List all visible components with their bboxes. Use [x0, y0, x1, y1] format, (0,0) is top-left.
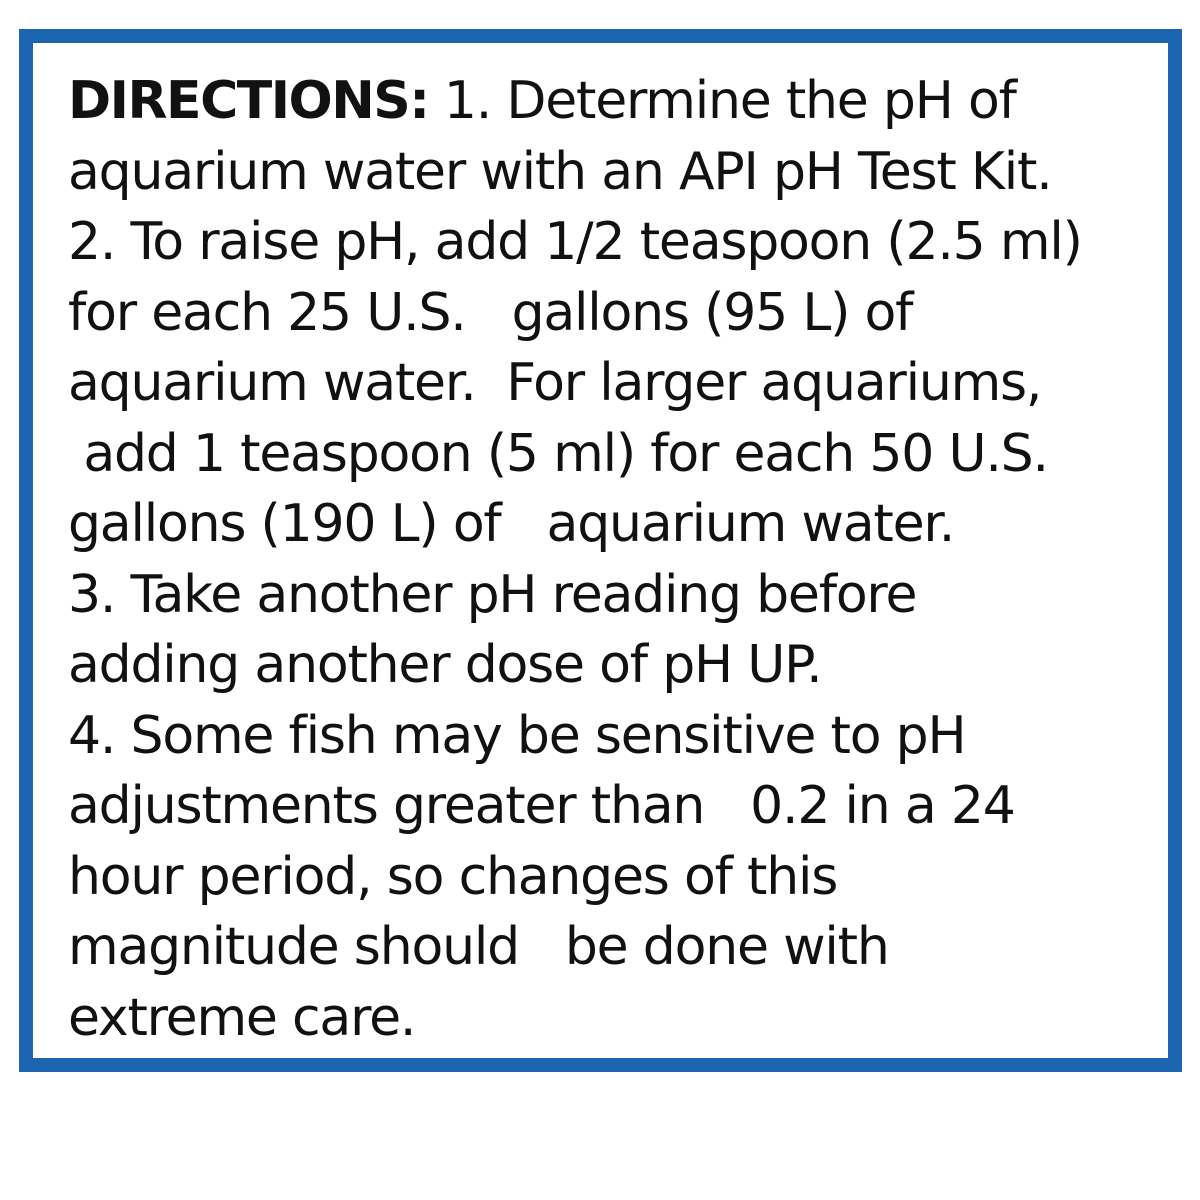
directions-line-4: for each 25 U.S. gallons (95 L) of	[68, 282, 913, 343]
directions-line-6: add 1 teaspoon (5 ml) for each 50 U.S.	[68, 423, 1048, 484]
directions-line-8: 3. Take another pH reading before	[68, 564, 917, 625]
directions-line-10: 4. Some fish may be sensitive to pH	[68, 705, 966, 766]
directions-line-1	[68, 66, 1168, 137]
directions-line-7: gallons (190 L) of aquarium water.	[68, 494, 955, 554]
directions-line-11: adjustments greater than 0.2 in a 24	[68, 776, 1015, 836]
directions-line-9: adding another dose of pH UP.	[68, 635, 822, 695]
directions-step-1-start: 1. Determine the pH of	[428, 71, 1016, 131]
directions-line-2: aquarium water with an API pH Test Kit.	[68, 141, 1052, 202]
directions-line-5: aquarium water. For larger aquariums,	[68, 353, 1042, 413]
directions-heading: DIRECTIONS:	[68, 71, 429, 131]
directions-line-12: hour period, so changes of this	[68, 846, 838, 907]
directions-text-block	[68, 66, 1168, 1053]
directions-line-13: magnitude should be done with	[68, 917, 889, 977]
directions-line-3: 2. To raise pH, add 1/2 teaspoon (2.5 ml)	[68, 212, 1082, 272]
directions-line-14: extreme care.	[68, 987, 416, 1048]
